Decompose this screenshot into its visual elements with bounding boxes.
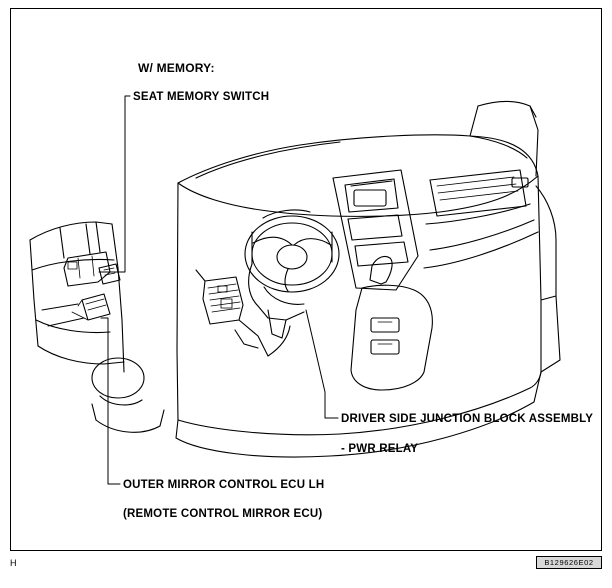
callout-outer-mirror-control-ecu: OUTER MIRROR CONTROL ECU LH <box>123 479 325 491</box>
callout-pwr-relay: - PWR RELAY <box>341 443 419 455</box>
callout-driver-side-junction-block: DRIVER SIDE JUNCTION BLOCK ASSEMBLY <box>341 413 594 425</box>
door-pocket <box>42 304 164 432</box>
figure-heading: W/ MEMORY: <box>138 61 215 75</box>
callout-remote-control-mirror-ecu: (REMOTE CONTROL MIRROR ECU) <box>123 508 323 520</box>
windshield-trim <box>196 102 538 179</box>
callout-seat-memory-switch: SEAT MEMORY SWITCH <box>133 91 270 103</box>
driver-door-trim <box>30 222 124 372</box>
corner-mark: H <box>10 558 17 568</box>
outer-mirror-control-ecu <box>72 294 110 320</box>
figure-code: B129626E02 <box>536 556 602 569</box>
leader-lines <box>99 96 338 484</box>
passenger-dash <box>424 170 538 268</box>
right-pillar <box>536 186 560 372</box>
steering-wheel <box>245 210 339 292</box>
center-console <box>333 170 418 290</box>
mirror-switch-panel <box>64 252 110 286</box>
shift-lever-console <box>351 256 432 390</box>
driver-side-junction-block <box>203 277 243 324</box>
